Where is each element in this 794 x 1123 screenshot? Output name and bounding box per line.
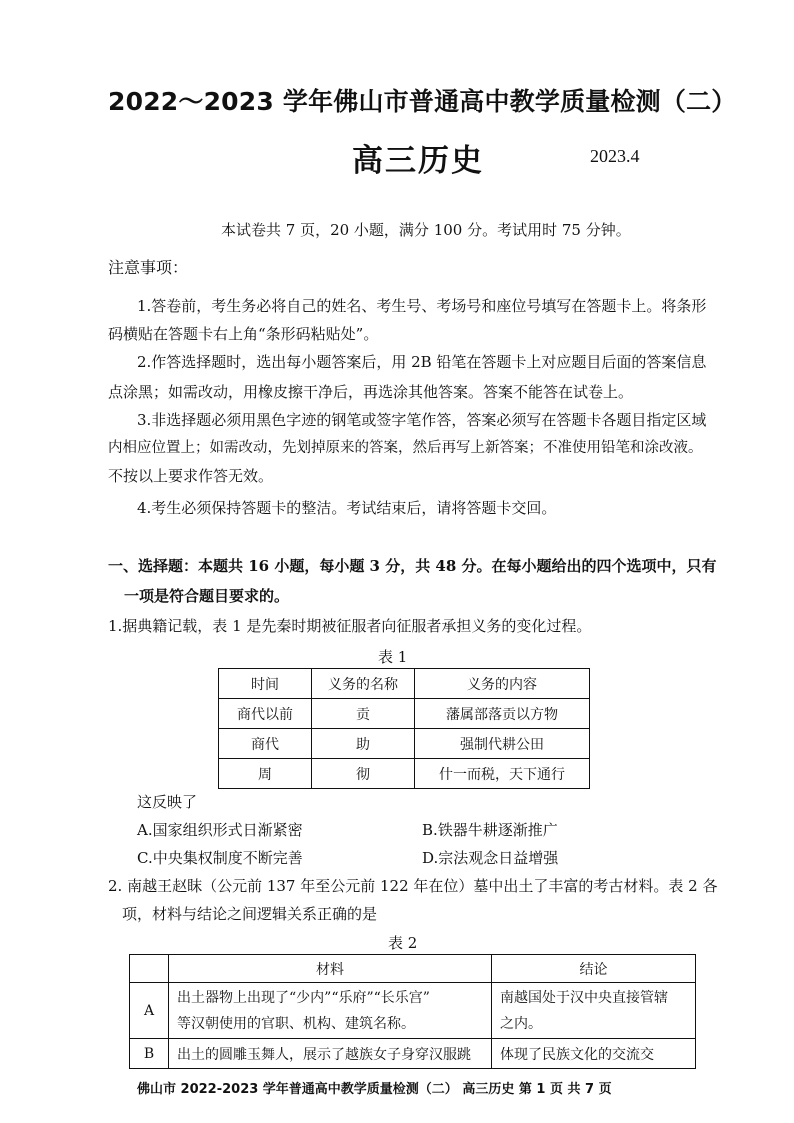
section-1-heading-line-2: 一项是符合题目要求的。 <box>124 587 290 605</box>
table-cell: 彻 <box>312 759 415 789</box>
table-1-header-cell: 义务的名称 <box>312 669 415 699</box>
table-2-header-cell <box>130 955 169 983</box>
table-cell: 强制代耕公田 <box>415 729 590 759</box>
q1-option-b: B.铁器牛耕逐渐推广 <box>422 821 558 839</box>
notice-heading: 注意事项： <box>108 258 189 277</box>
q1-option-c: C.中央集权制度不断完善 <box>137 849 303 867</box>
table-cell-label: A <box>130 983 169 1039</box>
conclusion-line: 南越国处于汉中央直接管辖 <box>500 989 668 1006</box>
table-cell: 商代以前 <box>219 699 312 729</box>
notice-item-3-line-3: 不按以上要求作答无效。 <box>108 467 274 485</box>
exam-title: 2022～2023 学年佛山市普通高中教学质量检测（二） <box>108 87 737 116</box>
table-cell: 什一而税，天下通行 <box>415 759 590 789</box>
table-cell-label: B <box>130 1039 169 1069</box>
material-line: 出土的圆雕玉舞人，展示了越族女子身穿汉服跳 <box>177 1046 471 1063</box>
notice-item-3-line-2: 内相应位置上；如需改动，先划掉原来的答案，然后再写上新答案；不准使用铅笔和涂改液。 <box>108 440 703 456</box>
table-row <box>219 759 590 789</box>
table-2-header-row <box>130 955 696 983</box>
table-2-header-cell: 结论 <box>492 955 696 983</box>
q1-option-a: A.国家组织形式日渐紧密 <box>137 821 303 839</box>
notice-item-4: 4.考生必须保持答题卡的整洁。考试结束后，请将答题卡交回。 <box>137 499 557 517</box>
table-cell: 商代 <box>219 729 312 759</box>
table-1 <box>218 668 590 789</box>
table-1-title: 表 1 <box>378 648 408 666</box>
table-cell: 藩属部落贡以方物 <box>415 699 590 729</box>
table-row <box>219 729 590 759</box>
table-1-header-cell: 义务的内容 <box>415 669 590 699</box>
notice-item-2-line-1: 2.作答选择题时，选出每小题答案后，用 2B 铅笔在答题卡上对应题目后面的答案信息 <box>137 353 707 371</box>
table-cell-conclusion <box>492 983 696 1039</box>
table-2-title: 表 2 <box>388 934 418 952</box>
table-cell-material <box>169 983 492 1039</box>
table-row <box>130 1039 696 1069</box>
notice-item-3-line-1: 3.非选择题必须用黑色字迹的钢笔或签字笔作答，答案必须写在答题卡各题目指定区域 <box>137 411 707 429</box>
table-cell: 贡 <box>312 699 415 729</box>
conclusion-line: 体现了民族文化的交流交 <box>500 1046 654 1063</box>
table-2 <box>129 954 696 1069</box>
page-footer: 佛山市 2022-2023 学年普通高中教学质量检测（二） 高三历史 第 1 页 共 7 页 <box>137 1082 612 1097</box>
table-cell: 周 <box>219 759 312 789</box>
q1-option-d: D.宗法观念日益增强 <box>422 849 559 867</box>
q1-prompt: 这反映了 <box>137 793 198 811</box>
notice-item-1-line-1: 1.答卷前，考生务必将自己的姓名、考生号、考场号和座位号填写在答题卡上。将条形 <box>137 297 707 315</box>
table-1-header-cell: 时间 <box>219 669 312 699</box>
table-row <box>219 699 590 729</box>
table-1-header-row <box>219 669 590 699</box>
notice-item-2-line-2: 点涂黑；如需改动，用橡皮擦干净后，再选涂其他答案。答案不能答在试卷上。 <box>108 383 634 401</box>
q2-stem-line-2: 项，材料与结论之间逻辑关系正确的是 <box>122 905 378 923</box>
conclusion-line: 之内。 <box>500 1015 542 1032</box>
table-cell-material <box>169 1039 492 1069</box>
material-line: 出土器物上出现了“少内”“乐府”“长乐宫” <box>177 989 430 1006</box>
notice-item-1-line-2: 码横贴在答题卡右上角“条形码粘贴处”。 <box>108 325 379 343</box>
table-row <box>130 983 696 1039</box>
q2-stem-line-1: 2. 南越王赵眜（公元前 137 年至公元前 122 年在位）墓中出土了丰富的考古材料。表 2 各 <box>108 877 718 895</box>
table-cell-conclusion <box>492 1039 696 1069</box>
material-line: 等汉朝使用的官职、机构、建筑名称。 <box>177 1015 415 1032</box>
section-1-heading-line-1: 一、选择题：本题共 16 小题，每小题 3 分，共 48 分。在每小题给出的四个选项中，只有 <box>108 557 717 575</box>
table-2-header-cell: 材料 <box>169 955 492 983</box>
q1-stem: 1.据典籍记载，表 1 是先秦时期被征服者向征服者承担义务的变化过程。 <box>108 617 592 635</box>
exam-date: 2023.4 <box>590 146 640 166</box>
table-cell: 助 <box>312 729 415 759</box>
subject-title: 高三历史 <box>352 143 484 179</box>
exam-info: 本试卷共 7 页，20 小题，满分 100 分。考试用时 75 分钟。 <box>221 221 631 239</box>
